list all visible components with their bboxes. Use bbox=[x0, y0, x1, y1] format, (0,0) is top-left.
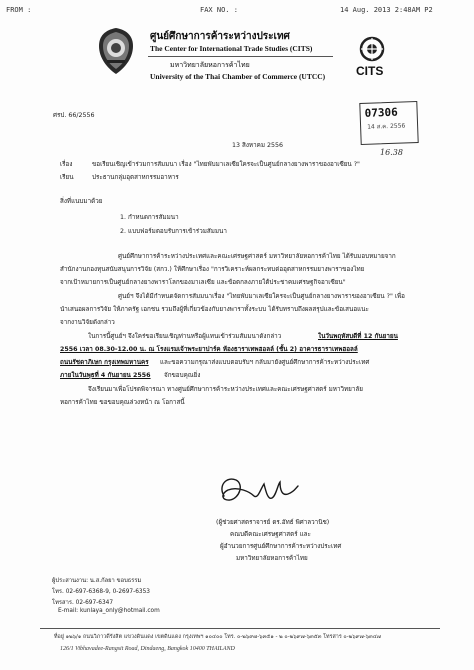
university-seal-icon bbox=[95, 26, 137, 76]
signatory-title: คณบดีคณะเศรษฐศาสตร์ และ bbox=[230, 531, 311, 538]
paragraph-3-address: ถนนรัชดาภิเษก กรุงเทพมหานคร bbox=[60, 359, 149, 366]
subject-label: เรื่อง bbox=[60, 161, 73, 168]
to-text: ประธานกลุ่มอุตสาหกรรมอาหาร bbox=[92, 174, 179, 181]
contact-email: E-mail: kunlaya_only@hotmail.com bbox=[58, 608, 160, 614]
paragraph-2-line: จากงานวิจัยดังกล่าว bbox=[60, 319, 115, 326]
reference-number: ศรป. 66/2556 bbox=[53, 112, 95, 119]
center-name-english: The Center for International Trade Studies (CITS) bbox=[150, 44, 313, 53]
signatory-name: (ผู้ช่วยศาสตราจารย์ ดร.อัทธ์ พิศาลวานิช) bbox=[216, 519, 330, 526]
signatory-title: มหาวิทยาลัยหอการค้าไทย bbox=[236, 555, 308, 562]
letter-date: 13 สิงหาคม 2556 bbox=[232, 142, 284, 149]
paragraph-3-line: จักขอบคุณยิ่ง bbox=[164, 372, 201, 379]
paragraph-3-line: และขอความกรุณาส่งแบบตอบรับฯ กลับมายังศูนย์ศึกษาการค้าระหว่างประเทศ bbox=[160, 359, 370, 366]
subject-text: ขอเรียนเชิญเข้าร่วมการสัมมนา เรื่อง "ไทยพับมาเลเซียใครจะเป็นศูนย์กลางยางพาราของอาเซียน ?" bbox=[92, 161, 360, 168]
contact-fax: โทรสาร. 02-697-6347 bbox=[52, 600, 114, 606]
enclosure-item: 2. แบบฟอร์มตอบรับการเข้าร่วมสัมมนา bbox=[120, 228, 227, 235]
signatory-title: ผู้อำนวยการศูนย์ศึกษาการค้าระหว่างประเทศ bbox=[220, 543, 342, 550]
letterhead-divider bbox=[148, 56, 333, 57]
receipt-stamp bbox=[359, 101, 418, 145]
paragraph-1-line: ศูนย์ศึกษาการค้าระหว่างประเทศและคณะเศรษฐศาสตร์ มหาวิทยาลัยหอการค้าไทย ได้รับมอบหมายจาก bbox=[118, 253, 396, 260]
cits-logo-text: CITS bbox=[356, 64, 384, 78]
stamp-number: 07306 bbox=[364, 105, 398, 120]
paragraph-1-line: สำนักงานกองทุนสนับสนุนการวิจัย (สกว.) ให้ศึกษาเรื่อง "การวิเคราะห์ผลกระทบต่ออุตสาหกรรมยางพาราของไทย bbox=[60, 266, 365, 273]
footer-english-address: 126/1 Vibhavadee-Rangsit Road, Dindaeng, Bangkok 10400 THAILAND bbox=[60, 646, 235, 652]
contact-coordinator: ผู้ประสานงาน: น.ส.กัลยา ขอบธรรม bbox=[52, 578, 142, 584]
fax-datetime: 14 Aug. 2013 2:48AM P2 bbox=[340, 6, 433, 14]
fax-number-label: FAX NO. : bbox=[200, 6, 238, 14]
paragraph-1-line: จากเป้าหมายการเป็นศูนย์กลางยางพาราโลกของมาเลเซีย และข้อตกลงภายใต้ประชาคมเศรษฐกิจอาเซียน" bbox=[60, 279, 346, 286]
stamp-handwritten-note: 16.38 bbox=[380, 148, 403, 157]
center-name-thai: ศูนย์ศึกษาการค้าระหว่างประเทศ bbox=[150, 31, 290, 42]
paragraph-4-line: จึงเรียนมาเพื่อโปรดพิจารณา ทางศูนย์ศึกษาการค้าระหว่างประเทศและคณะเศรษฐศาสตร์ มหาวิทยาลัย bbox=[88, 386, 363, 393]
fax-from-label: FROM : bbox=[6, 6, 32, 14]
paragraph-3-deadline: ภายในวันพุธที่ 4 กันยายน 2556 bbox=[60, 372, 151, 379]
to-label: เรียน bbox=[60, 174, 74, 181]
university-name-english: University of the Thai Chamber of Commerce (UTCC) bbox=[150, 72, 326, 81]
enclosure-item: 1. กำหนดการสัมมนา bbox=[120, 214, 179, 221]
paragraph-3-line: ในการนี้ศูนย์ฯ จึงใคร่ขอเรียนเชิญท่านหรือผู้แทนเข้าร่วมสัมมนาดังกล่าว bbox=[88, 333, 282, 340]
cits-logo-icon bbox=[352, 36, 392, 80]
handwritten-signature bbox=[210, 470, 300, 510]
paragraph-3-venue: 2556 เวลา 08.30-12.00 น. ณ โรงแรมเจ้าพระยาปาร์ค ห้องธาราเทพฮอลล์ (ชั้น 2) อาคารธาราเทพฮอลล์ bbox=[60, 346, 358, 353]
paragraph-2-line: ศูนย์ฯ จึงได้มีกำหนดจัดการสัมมนาเรื่อง "ไทยพับมาเลเซียใครจะเป็นศูนย์กลางยางพาราของอาเซียน ?" เพื่อ bbox=[118, 293, 405, 300]
paragraph-2-line: นำเสนอผลการวิจัย ให้ภาครัฐ เอกชน รวมถึงผู้ที่เกี่ยวข้องกับยางพาราทั้งระบบ ได้รับทราบถึงผลสรุปและข้อเสนอแนะ bbox=[60, 306, 369, 313]
paragraph-4-line: หอการค้าไทย ขอขอบคุณล่วงหน้า ณ โอกาสนี้ bbox=[60, 399, 185, 406]
footer-divider bbox=[40, 628, 440, 629]
contact-phone: โทร. 02-697-6368-9, 0-2697-6353 bbox=[52, 589, 150, 595]
enclosures-label: สิ่งที่แนบมาด้วย bbox=[60, 198, 103, 205]
paragraph-3-date-emphasis: ในวันพฤหัสบดีที่ 12 กันยายน bbox=[318, 333, 398, 340]
footer-thai-address: ที่อยู่ ๑๒๖/๑ ถนนวิภาวดีรังสิต แขวงดินแดง เขตดินแดง กรุงเทพฯ ๑๐๔๐๐ โทร. ๐-๒๖๙๗-๖๓๕๑ - ๒ ๐-๒๖๙๗-๖๓๕๓ โทรสาร ๐-๒๖๙๗-๖๓๔๗ bbox=[54, 634, 381, 640]
university-name-thai: มหาวิทยาลัยหอการค้าไทย bbox=[170, 61, 250, 69]
stamp-date: 14 ส.ค. 2556 bbox=[367, 122, 406, 131]
